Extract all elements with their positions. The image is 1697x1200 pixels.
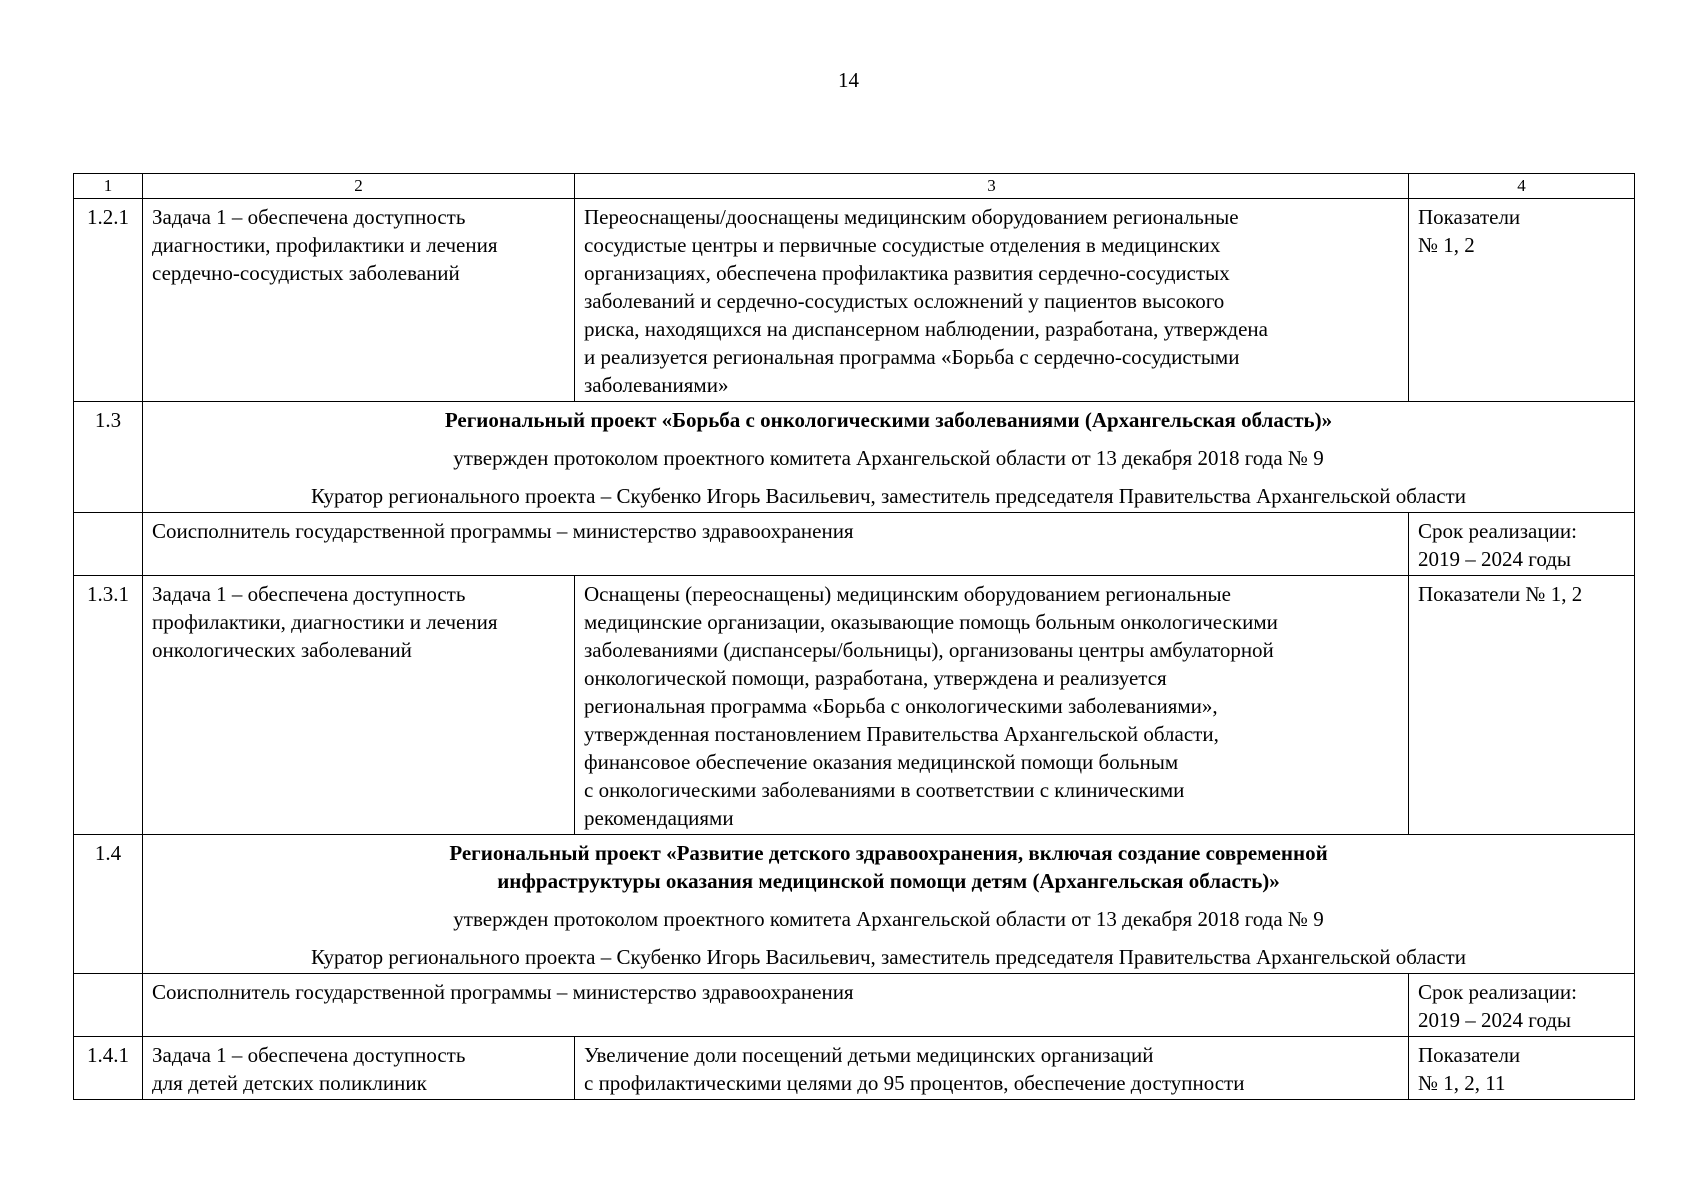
indicators-cell: Показатели № 1, 2 (1409, 199, 1635, 402)
indicators-cell: Показатели № 1, 2 (1409, 576, 1635, 835)
column-header-2: 2 (143, 174, 575, 199)
indicators-cell: Показатели № 1, 2, 11 (1409, 1037, 1635, 1100)
project-approval: утвержден протоколом проектного комитета Архангельской области от 13 декабря 2018 года № 9 (453, 446, 1324, 470)
page-number: 14 (838, 68, 859, 92)
empty-cell (74, 974, 143, 1037)
project-header-cell (143, 402, 1635, 513)
table-row-1-2-1 (74, 199, 1635, 402)
program-table (73, 173, 1635, 1100)
header-row (74, 174, 1635, 199)
coexecutor-row-1-4 (74, 974, 1635, 1037)
task-cell: Задача 1 – обеспечена доступность диагностики, профилактики и лечения сердечно-сосудистых заболеваний (143, 199, 575, 402)
column-header-4: 4 (1409, 174, 1635, 199)
coexecutor-cell: Соисполнитель государственной программы – министерство здравоохранения (143, 513, 1409, 576)
project-row-1-3 (74, 402, 1635, 513)
project-curator: Куратор регионального проекта – Скубенко Игорь Васильевич, заместитель председателя Правительства Архангельской области (311, 484, 1466, 508)
result-cell: Увеличение доли посещений детьми медицинских организаций с профилактическими целями до 95 процентов, обеспечение доступности (575, 1037, 1409, 1100)
project-approval: утвержден протоколом проектного комитета Архангельской области от 13 декабря 2018 года № 9 (453, 907, 1324, 931)
result-cell: Переоснащены/дооснащены медицинским оборудованием региональные сосудистые центры и первичные сосудистые отделения в медицинских организациях, обеспечена профилактика развития сердечно-сосудистых заболеваний и сердечно-сосудистых осложнений у пациентов высокого риска, находящихся на диспансерном наблюдении, разработана, утверждена и реализуется региональная программа «Борьба с сердечно-сосудистыми заболеваниями» (575, 199, 1409, 402)
project-curator: Куратор регионального проекта – Скубенко Игорь Васильевич, заместитель председателя Правительства Архангельской области (311, 945, 1466, 969)
task-cell: Задача 1 – обеспечена доступность профилактики, диагностики и лечения онкологических заболеваний (143, 576, 575, 835)
row-number: 1.4 (74, 835, 143, 974)
table-row-1-3-1 (74, 576, 1635, 835)
empty-cell (74, 513, 143, 576)
coexecutor-cell: Соисполнитель государственной программы – министерство здравоохранения (143, 974, 1409, 1037)
project-title: Региональный проект «Борьба с онкологическими заболеваниями (Архангельская область)» (444, 408, 1333, 432)
row-number: 1.3 (74, 402, 143, 513)
term-cell: Срок реализации: 2019 – 2024 годы (1409, 974, 1635, 1037)
coexecutor-row-1-3 (74, 513, 1635, 576)
column-header-3: 3 (575, 174, 1409, 199)
task-cell: Задача 1 – обеспечена доступность для детей детских поликлиник (143, 1037, 575, 1100)
project-row-1-4 (74, 835, 1635, 974)
project-header-cell (143, 835, 1635, 974)
term-cell: Срок реализации: 2019 – 2024 годы (1409, 513, 1635, 576)
table-row-1-4-1 (74, 1037, 1635, 1100)
project-title: Региональный проект «Развитие детского здравоохранения, включая создание современной инфраструктуры оказания медицинской помощи детям (Архангельская область)» (449, 841, 1328, 893)
row-number: 1.4.1 (74, 1037, 143, 1100)
result-cell: Оснащены (переоснащены) медицинским оборудованием региональные медицинские организации, оказывающие помощь больным онкологическими заболеваниями (диспансеры/больницы), организованы центры амбулаторной онкологической помощи, разработана, утверждена и реализуется региональная программа «Борьба с онкологическими заболеваниями», утвержденная постановлением Правительства Архангельской области, финансовое обеспечение оказания медицинской помощи больным с онкологическими заболеваниями в соответствии с клиническими рекомендациями (575, 576, 1409, 835)
column-header-1: 1 (74, 174, 143, 199)
row-number: 1.3.1 (74, 576, 143, 835)
row-number: 1.2.1 (74, 199, 143, 402)
